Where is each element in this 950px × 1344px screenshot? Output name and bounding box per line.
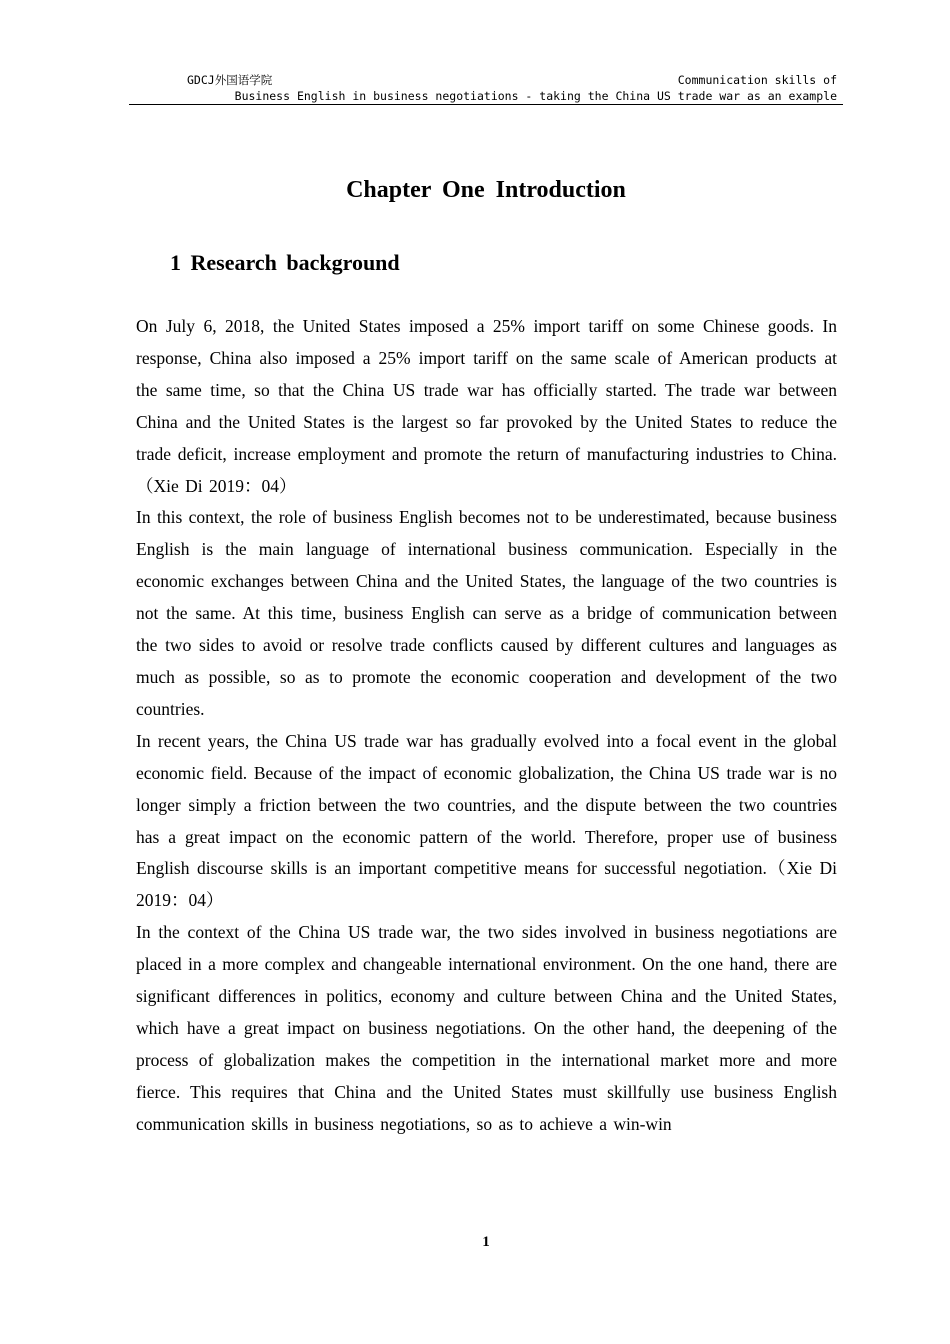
section-number: 1 bbox=[170, 250, 181, 275]
header-institution: GDCJ外国语学院 bbox=[187, 73, 273, 87]
page-header bbox=[129, 70, 843, 105]
header-title-line2: Business English in business negotiations - taking the China US trade war as an example bbox=[234, 89, 837, 103]
section-heading bbox=[170, 248, 400, 278]
body-text bbox=[136, 311, 837, 1141]
paragraph-4: In the context of the China US trade war, the two sides involved in business negotiations are placed in a more complex and changeable international environment. On the one hand, there are significant differences in politics, economy and culture between China and the United States, which have a great impact on business negotiations. On the other hand, the deepening of the process of globalization makes the competition in the international market more and more fierce. This requires that China and the United States must skillfully use business English communication skills in business negotiations, so as to achieve a win-win bbox=[136, 922, 837, 1134]
page-number: 1 bbox=[482, 1234, 490, 1250]
section-title: Research background bbox=[190, 250, 400, 275]
paragraph-3: In recent years, the China US trade war has gradually evolved into a focal event in the global economic field. Because of the impact of economic globalization, the China US trade war is no longer simply a friction between the two countries, and the dispute between the two countries has a great impact on the economic pattern of the world. Therefore, proper use of business English discourse skills is an important competitive means for successful negotiation.（Xie Di 2019：04） bbox=[136, 730, 837, 911]
chapter-title: Chapter One Introduction bbox=[346, 177, 626, 203]
paragraph-2: In this context, the role of business English becomes not to be underestimated, because business English is the main language of international business communication. Especially in the economic exchanges between China and the United States, the language of the two countries is not the same. At this time, business English can serve as a bridge of communication between the two sides to avoid or resolve trade conflicts caused by different cultures and languages as much as possible, so as to promote the economic cooperation and development of the two countries. bbox=[136, 507, 837, 719]
paragraph-1: On July 6, 2018, the United States imposed a 25% import tariff on some Chinese goods. In response, China also imposed a 25% import tariff on the same scale of American products at the same time, so that the China US trade war has officially started. The trade war between China and the United States is the largest so far provoked by the United States to reduce the trade deficit, increase employment and promote the return of manufacturing industries to China.（Xie Di 2019：04） bbox=[136, 316, 837, 496]
header-title-line1: Communication skills of bbox=[677, 73, 837, 87]
